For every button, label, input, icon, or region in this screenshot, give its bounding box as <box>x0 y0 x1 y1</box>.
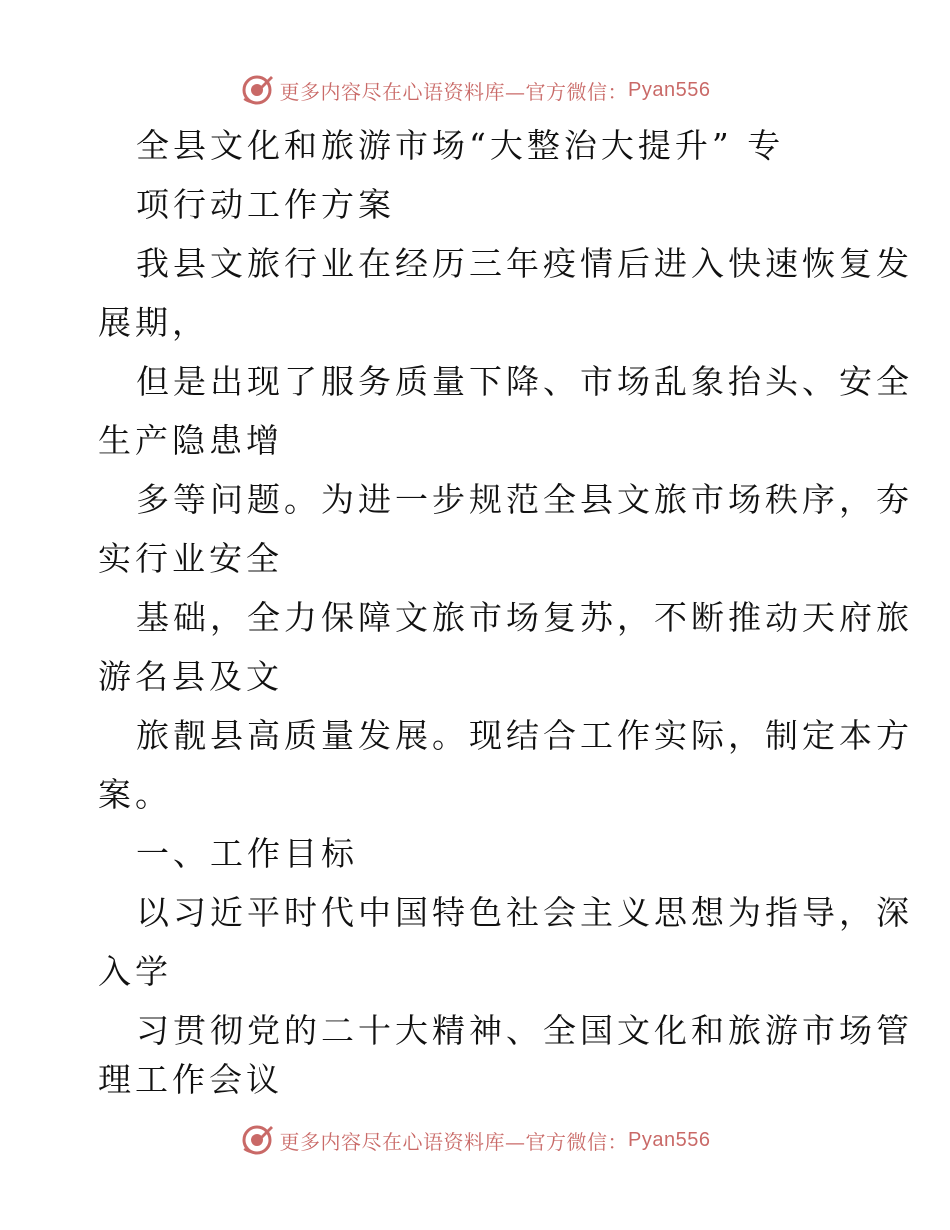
text-line: 我县文旅行业在经历三年疫情后进入快速恢复发 <box>136 244 913 283</box>
text-line: 习贯彻党的二十大精神、全国文化和旅游市场管 <box>136 1011 913 1050</box>
pen-logo-icon <box>240 73 274 107</box>
title-line-1: 全县文化和旅游市场“大整治大提升” 专 <box>136 126 785 165</box>
text-line: 实行业安全 <box>98 539 283 578</box>
text-line: 入学 <box>98 952 172 991</box>
text-line: 但是出现了服务质量下降、市场乱象抬头、安全 <box>136 362 913 401</box>
watermark-wechat-id: Pyan556 <box>628 78 711 101</box>
text-line: 旅靓县高质量发展。现结合工作实际，制定本方 <box>136 716 913 755</box>
section-heading: 一、工作目标 <box>136 834 358 873</box>
text-line: 游名县及文 <box>98 657 283 696</box>
text-line: 生产隐患增 <box>98 421 283 460</box>
header-watermark <box>0 70 950 110</box>
text-line: 多等问题。为进一步规范全县文旅市场秩序，夯 <box>136 480 913 519</box>
text-line: 以习近平时代中国特色社会主义思想为指导，深 <box>136 893 913 932</box>
text-line: 展期， <box>98 303 209 342</box>
pen-logo-icon <box>240 1123 274 1157</box>
footer-watermark <box>0 1120 950 1160</box>
watermark-text: 更多内容尽在心语资料库—官方微信： <box>279 1129 629 1154</box>
title-line-2: 项行动工作方案 <box>136 185 395 224</box>
watermark-text: 更多内容尽在心语资料库—官方微信： <box>279 79 629 104</box>
text-line: 基础，全力保障文旅市场复苏，不断推动天府旅 <box>136 598 913 637</box>
text-line: 案。 <box>98 775 172 814</box>
text-line: 理工作会议 <box>98 1060 283 1099</box>
watermark-wechat-id: Pyan556 <box>628 1128 711 1151</box>
